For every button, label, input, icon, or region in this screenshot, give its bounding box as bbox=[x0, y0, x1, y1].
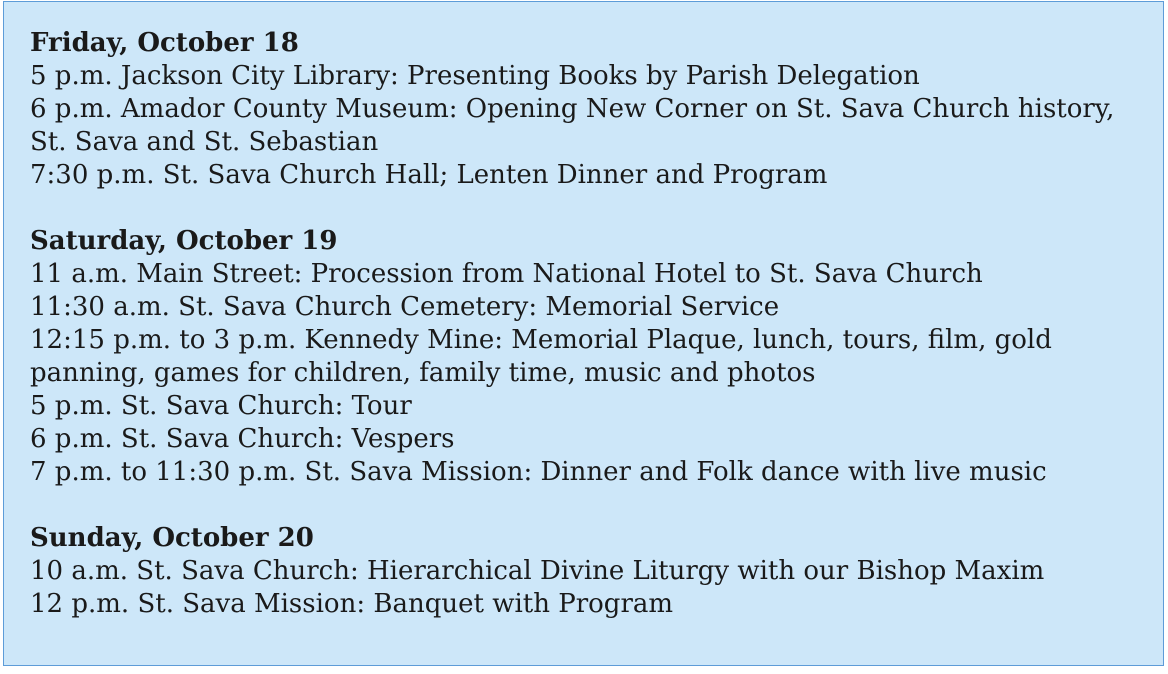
day-heading: Sunday, October 20 bbox=[30, 523, 314, 553]
event-item: 12:15 p.m. to 3 p.m. Kennedy Mine: Memorial Plaque, lunch, tours, film, gold panning, games for children, family time, music and photos bbox=[30, 325, 1052, 388]
event-item: 12 p.m. St. Sava Mission: Banquet with Program bbox=[30, 589, 674, 619]
event-item: 7:30 p.m. St. Sava Church Hall; Lenten Dinner and Program bbox=[30, 160, 828, 190]
day-block-sunday bbox=[30, 522, 1139, 621]
event-item: 11:30 a.m. St. Sava Church Cemetery: Memorial Service bbox=[30, 292, 780, 322]
day-block-friday bbox=[30, 27, 1139, 192]
event-item: 6 p.m. St. Sava Church: Vespers bbox=[30, 424, 455, 454]
day-heading: Friday, October 18 bbox=[30, 28, 299, 58]
day-heading: Saturday, October 19 bbox=[30, 226, 338, 256]
event-item: 5 p.m. Jackson City Library: Presenting Books by Parish Delegation bbox=[30, 61, 920, 91]
schedule-panel bbox=[3, 1, 1164, 666]
day-block-saturday bbox=[30, 225, 1139, 489]
event-item: 11 a.m. Main Street: Procession from National Hotel to St. Sava Church bbox=[30, 259, 983, 289]
event-item: 6 p.m. Amador County Museum: Opening New Corner on St. Sava Church history, St. Sava and St. Sebastian bbox=[30, 94, 1115, 157]
event-item: 5 p.m. St. Sava Church: Tour bbox=[30, 391, 412, 421]
event-item: 7 p.m. to 11:30 p.m. St. Sava Mission: Dinner and Folk dance with live music bbox=[30, 457, 1047, 487]
event-item: 10 a.m. St. Sava Church: Hierarchical Divine Liturgy with our Bishop Maxim bbox=[30, 556, 1045, 586]
